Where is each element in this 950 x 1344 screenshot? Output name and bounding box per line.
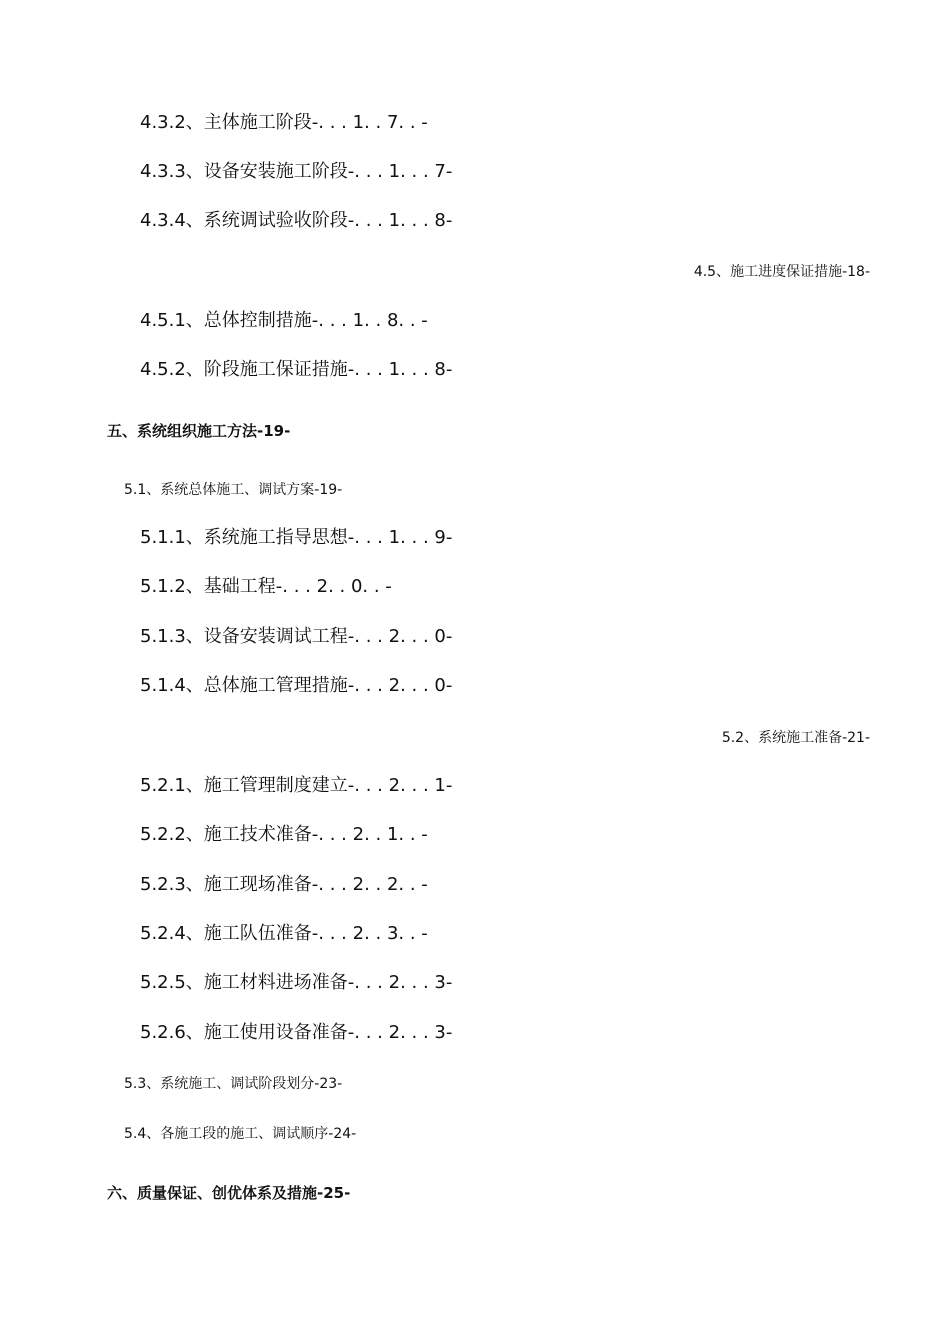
toc-entry-5[interactable]: 五、系统组织施工方法-19-: [107, 422, 291, 440]
toc-entry-5-1-4[interactable]: 5.1.4、总体施工管理措施-. . . 2. . . 0-: [140, 675, 453, 696]
toc-entry-5-2[interactable]: 5.2、系统施工准备-21-: [721, 730, 870, 746]
toc-entry-5-2-3[interactable]: 5.2.3、施工现场准备-. . . 2. . 2. . -: [140, 874, 428, 895]
toc-entry-5-2-6[interactable]: 5.2.6、施工使用设备准备-. . . 2. . . 3-: [140, 1022, 453, 1043]
toc-entry-5-1-2[interactable]: 5.1.2、基础工程-. . . 2. . 0. . -: [140, 576, 392, 597]
toc-entry-5-2-1[interactable]: 5.2.1、施工管理制度建立-. . . 2. . . 1-: [140, 775, 453, 796]
toc-entry-5-1[interactable]: 5.1、系统总体施工、调试方案-19-: [124, 482, 343, 498]
toc-entry-4-5-2[interactable]: 4.5.2、阶段施工保证措施-. . . 1. . . 8-: [140, 359, 453, 380]
toc-entry-5-4[interactable]: 5.4、各施工段的施工、调试顺序-24-: [124, 1126, 357, 1142]
toc-entry-5-1-3[interactable]: 5.1.3、设备安装调试工程-. . . 2. . . 0-: [140, 626, 453, 647]
toc-entry-5-1-1[interactable]: 5.1.1、系统施工指导思想-. . . 1. . . 9-: [140, 527, 453, 548]
toc-entry-4-3-3[interactable]: 4.3.3、设备安装施工阶段-. . . 1. . . 7-: [140, 161, 453, 182]
toc-entry-5-2-4[interactable]: 5.2.4、施工队伍准备-. . . 2. . 3. . -: [140, 923, 428, 944]
toc-entry-4-5-1[interactable]: 4.5.1、总体控制措施-. . . 1. . 8. . -: [140, 310, 428, 331]
toc-entry-6[interactable]: 六、质量保证、创优体系及措施-25-: [107, 1184, 351, 1202]
toc-entry-5-3[interactable]: 5.3、系统施工、调试阶段划分-23-: [124, 1076, 343, 1092]
toc-entry-4-3-2[interactable]: 4.3.2、主体施工阶段-. . . 1. . 7. . -: [140, 112, 428, 133]
toc-entry-4-5[interactable]: 4.5、施工进度保证措施-18-: [693, 264, 870, 280]
toc-entry-5-2-2[interactable]: 5.2.2、施工技术准备-. . . 2. . 1. . -: [140, 824, 428, 845]
toc-entry-5-2-5[interactable]: 5.2.5、施工材料进场准备-. . . 2. . . 3-: [140, 972, 453, 993]
toc-entry-4-3-4[interactable]: 4.3.4、系统调试验收阶段-. . . 1. . . 8-: [140, 210, 453, 231]
